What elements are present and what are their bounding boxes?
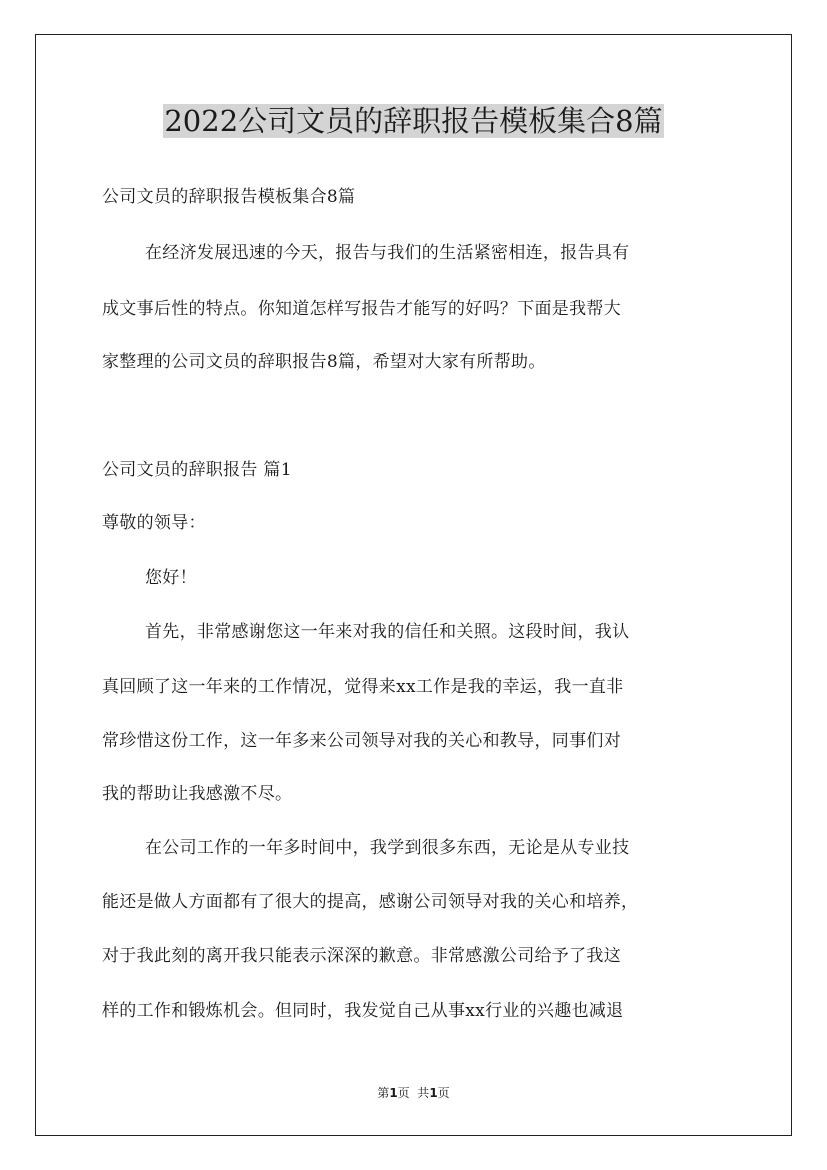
footer-page-mid: 页 共 bbox=[397, 1086, 430, 1100]
footer-total-pages: 1 bbox=[429, 1086, 438, 1100]
footer-page-number: 1 bbox=[389, 1086, 398, 1100]
paragraph1-line-1: 首先，非常感谢您这一年来对我的信任和关照。这段时间，我认 bbox=[145, 622, 630, 642]
section-heading: 公司文员的辞职报告 篇1 bbox=[102, 460, 292, 480]
paragraph1-line-2: 真回顾了这一年来的工作情况，觉得来xx工作是我的幸运，我一直非 bbox=[102, 677, 624, 697]
paragraph2-line-2: 能还是做人方面都有了很大的提高，感谢公司领导对我的关心和培养， bbox=[102, 892, 639, 912]
footer-page-suffix: 页 bbox=[437, 1086, 450, 1100]
intro-line-1: 在经济发展迅速的今天，报告与我们的生活紧密相连，报告具有 bbox=[145, 243, 630, 263]
document-title-text: 2022公司文员的辞职报告模板集合8篇 bbox=[164, 104, 663, 138]
intro-line-3: 家整理的公司文员的辞职报告8篇，希望对大家有所帮助。 bbox=[102, 352, 546, 372]
salutation: 尊敬的领导： bbox=[102, 513, 206, 533]
footer-page-prefix: 第 bbox=[377, 1086, 390, 1100]
paragraph2-line-4: 样的工作和锻炼机会。但同时，我发觉自己从事xx行业的兴趣也减退 bbox=[102, 1001, 624, 1021]
paragraph1-line-4: 我的帮助让我感激不尽。 bbox=[102, 784, 293, 804]
intro-line-2: 成文事后性的特点。你知道怎样写报告才能写的好吗？下面是我帮大 bbox=[102, 299, 621, 319]
paragraph2-line-1: 在公司工作的一年多时间中，我学到很多东西，无论是从专业技 bbox=[145, 838, 630, 858]
page-footer bbox=[0, 1084, 827, 1101]
paragraph1-line-3: 常珍惜这份工作，这一年多来公司领导对我的关心和教导，同事们对 bbox=[102, 731, 621, 751]
greeting: 您好！ bbox=[145, 568, 197, 588]
document-subtitle: 公司文员的辞职报告模板集合8篇 bbox=[102, 187, 356, 207]
paragraph2-line-3: 对于我此刻的离开我只能表示深深的歉意。非常感激公司给予了我这 bbox=[102, 946, 621, 966]
document-title bbox=[0, 100, 827, 142]
